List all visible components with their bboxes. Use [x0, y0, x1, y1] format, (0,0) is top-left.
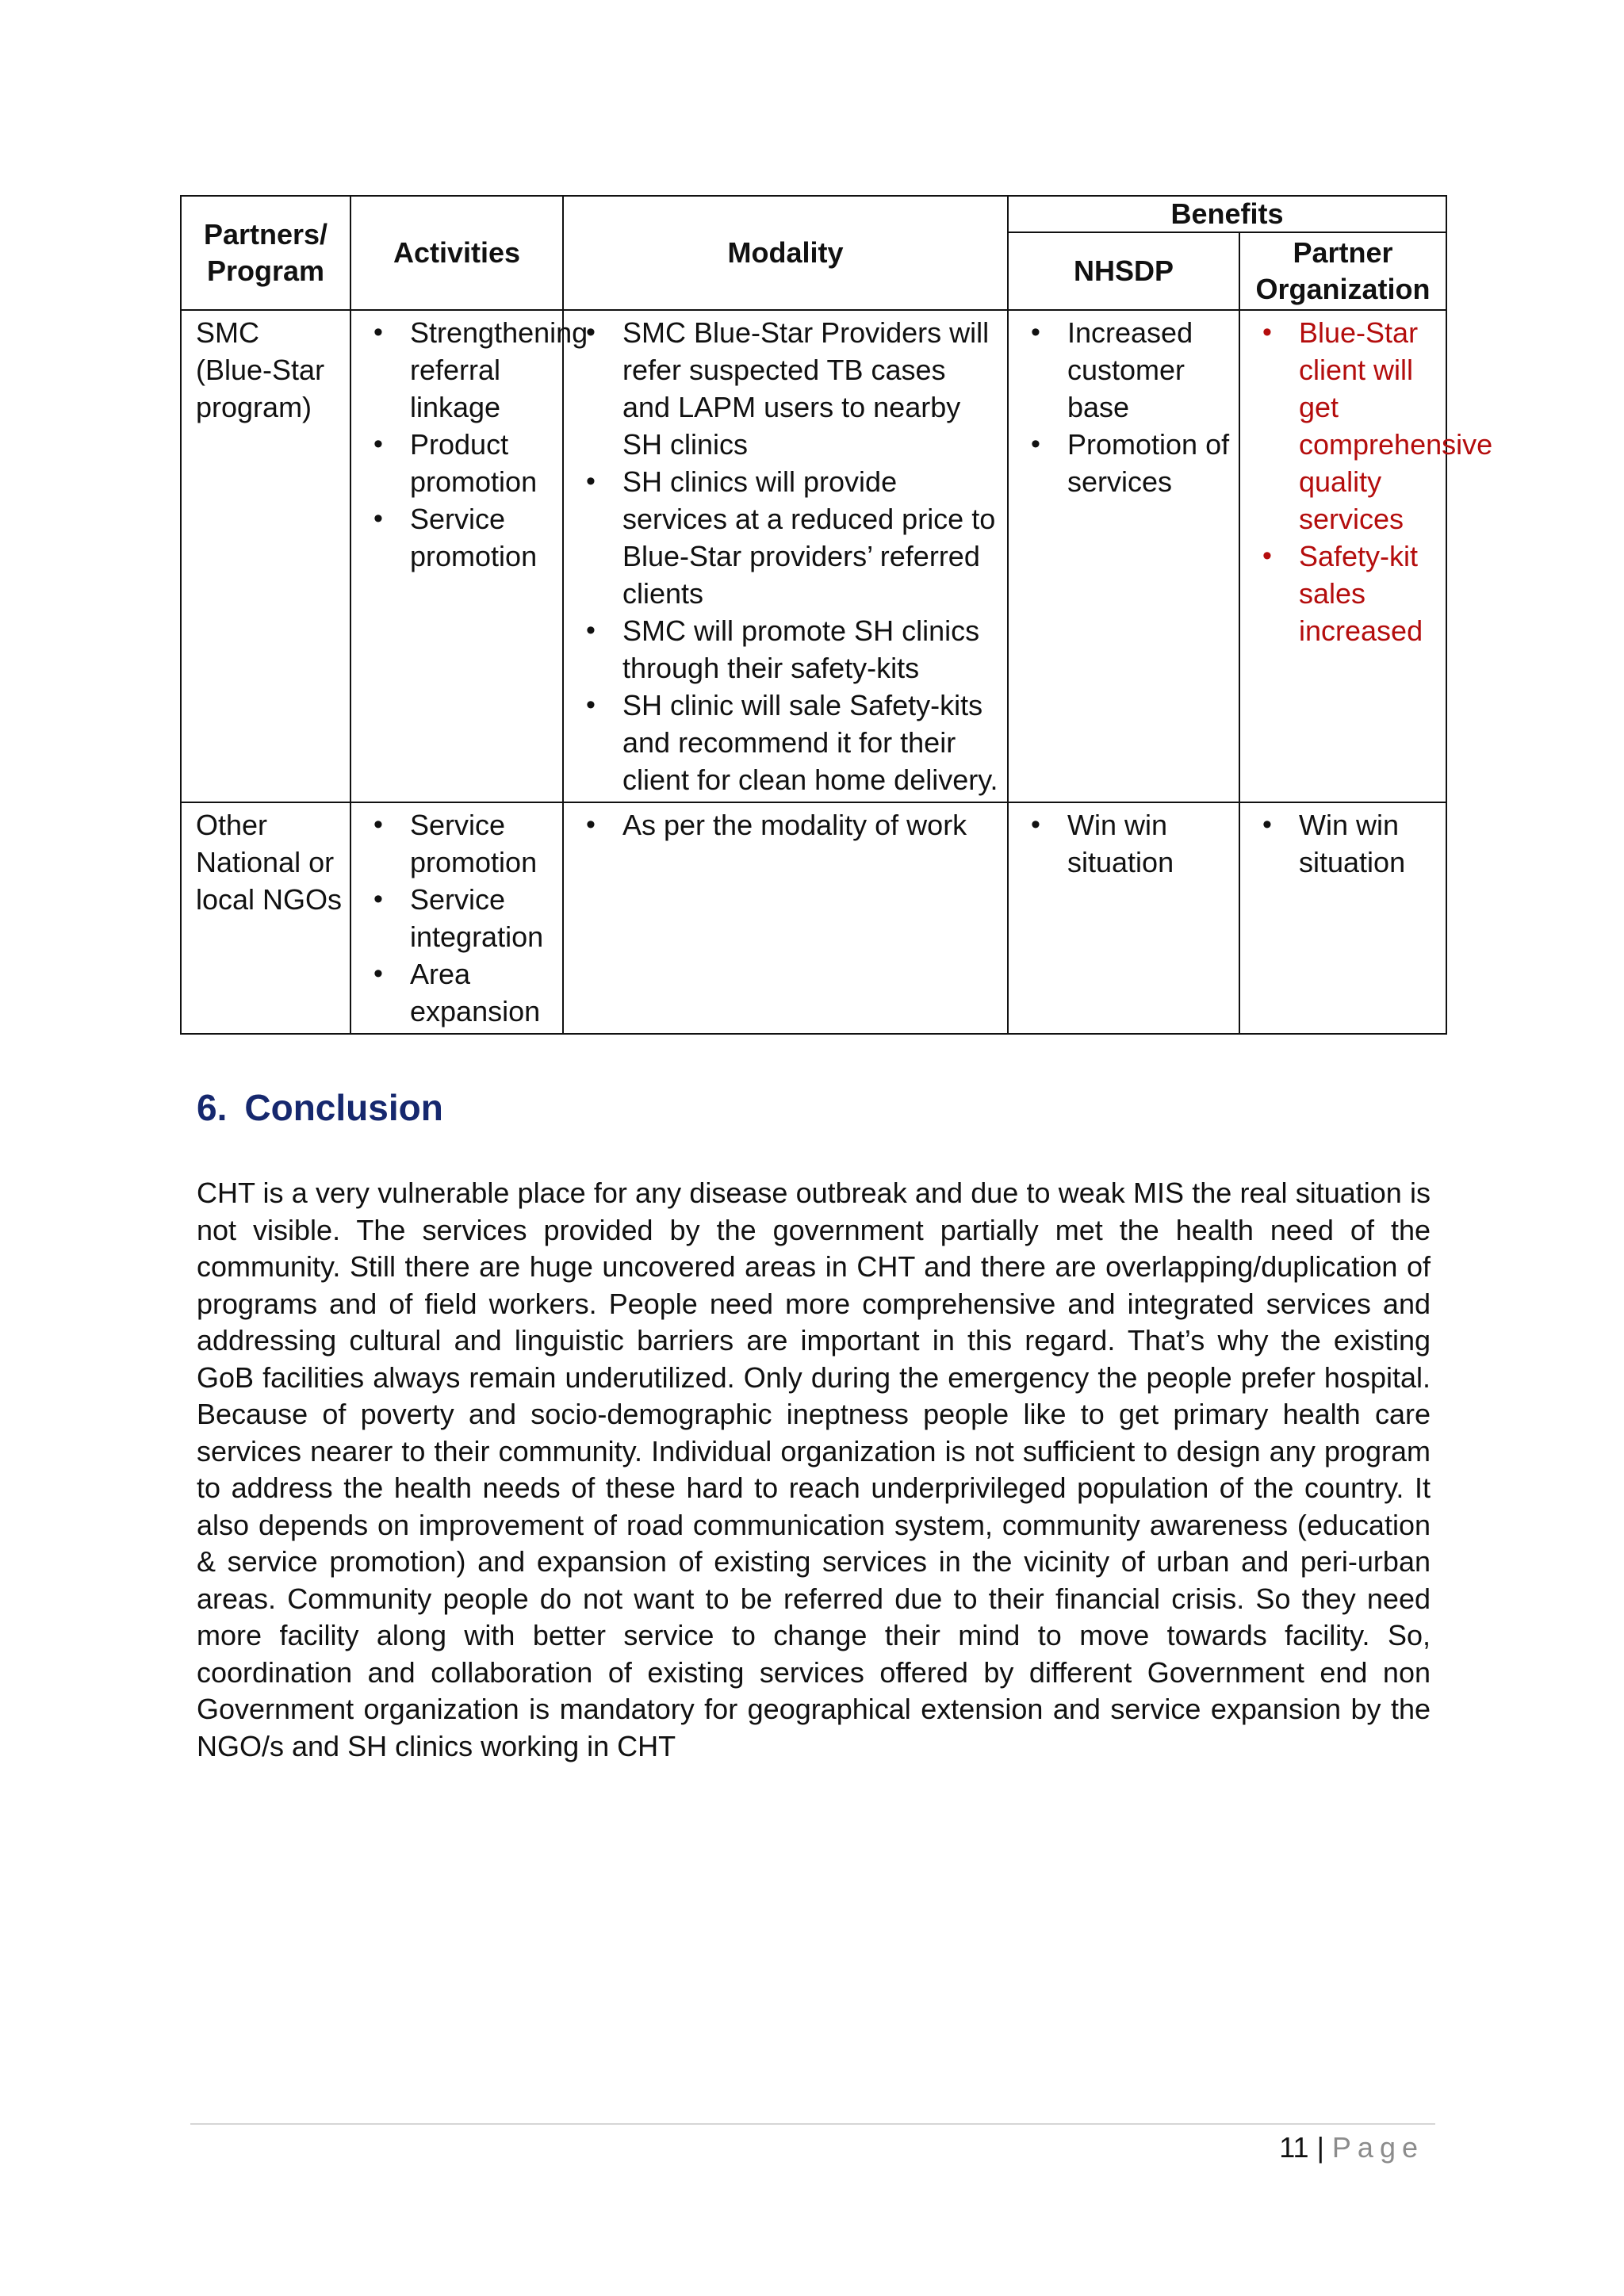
partnership-table [180, 195, 1493, 1035]
list-item: • Promotion of services [1015, 426, 1232, 500]
section-number: 6. [197, 1087, 228, 1128]
list-item: • Win win situation [1247, 806, 1439, 881]
table-body [181, 310, 1493, 1034]
modality-cell [563, 802, 1008, 1034]
footer-separator: | [1316, 2131, 1324, 2164]
activities-cell [350, 802, 563, 1034]
list-item: • Product promotion [358, 426, 556, 500]
list-item: • SH clinic will sale Safety-kits and recommend it for their client for clean home delivery. [570, 687, 1001, 798]
bullet-list [1015, 314, 1232, 500]
page-footer [1279, 2131, 1424, 2164]
list-item: • Service promotion [358, 500, 556, 575]
conclusion-paragraph: CHT is a very vulnerable place for any disease outbreak and due to weak MIS the real situation is not visible. The services provided by the government partially met the health need of the community. Still there are huge uncovered areas in CHT and there are overlapping/duplication of programs and of field workers. People need more comprehensive and integrated services and addressing cultural and linguistic barriers are important in this regard. That’s why the existing GoB facilities always remain underutilized. Only during the emergency the people prefer hospital. Because of poverty and socio-demographic ineptness people like to get primary health care services nearer to their community. Individual organization is not sufficient to design any program to address the health needs of these hard to reach underprivileged population of the country. It also depends on improvement of road communication system, community awareness (education & service promotion) and expansion of existing services in the vicinity of urban and peri-urban areas. Community people do not want to be referred due to their financial crisis. So they need more facility along with better service to change their mind to move towards facility. So, coordination and collaboration of existing services offered by different Government end non Government organization is mandatory for geographical extension and service expansion by the NGO/s and SH clinics working in CHT [197, 1177, 1431, 1762]
activities-cell [350, 310, 588, 802]
modality-cell [563, 310, 1008, 802]
list-item: • SMC Blue-Star Providers will refer suspected TB cases and LAPM users to nearby SH clinics [570, 314, 1001, 463]
bullet-list [1015, 806, 1232, 881]
bullet-list [358, 806, 556, 1030]
partner-cell: SMC (Blue-Star program) [181, 310, 350, 802]
page-label: Page [1331, 2131, 1424, 2164]
bullet-list [1247, 806, 1439, 881]
bullet-list [1247, 314, 1493, 649]
partner-cell: Other National or local NGOs [181, 802, 350, 1034]
page-number: 11 [1279, 2131, 1309, 2164]
bullet-list [570, 314, 1001, 798]
table-header-row [181, 196, 1446, 232]
list-item: • Increased customer base [1015, 314, 1232, 426]
section-title: Conclusion [244, 1087, 443, 1128]
list-item: • Service promotion [358, 806, 556, 881]
section-heading [197, 1086, 443, 1129]
list-item: • As per the modality of work [570, 806, 1001, 844]
nhsdp-cell [1008, 802, 1239, 1034]
list-item: • Win win situation [1015, 806, 1232, 881]
table-row [181, 802, 1446, 1034]
list-item: • Blue-Star client will get comprehensive quality services [1247, 314, 1439, 538]
bullet-list [570, 806, 1001, 844]
partner-org-cell [1239, 310, 1493, 802]
header-nhsdp: NHSDP [1008, 232, 1239, 310]
header-modality: Modality [563, 196, 1008, 310]
list-item: • Safety-kit sales increased [1247, 538, 1439, 649]
nhsdp-cell [1008, 310, 1239, 802]
header-benefits: Benefits [1008, 196, 1446, 232]
bullet-list [358, 314, 588, 575]
table-row [181, 310, 1446, 802]
partner-org-cell [1239, 802, 1446, 1034]
footer-divider [190, 2123, 1435, 2125]
list-item: • Service integration [358, 881, 556, 955]
list-item: • SMC will promote SH clinics through their safety-kits [570, 612, 1001, 687]
header-partner-org: Partner Organization [1239, 232, 1446, 310]
list-item: • Area expansion [358, 955, 556, 1030]
list-item: • Strengthening referral linkage [358, 314, 556, 426]
list-item: • SH clinics will provide services at a reduced price to Blue-Star providers’ referred clients [570, 463, 1001, 612]
header-partners: Partners/ Program [181, 196, 350, 310]
header-activities: Activities [350, 196, 563, 310]
